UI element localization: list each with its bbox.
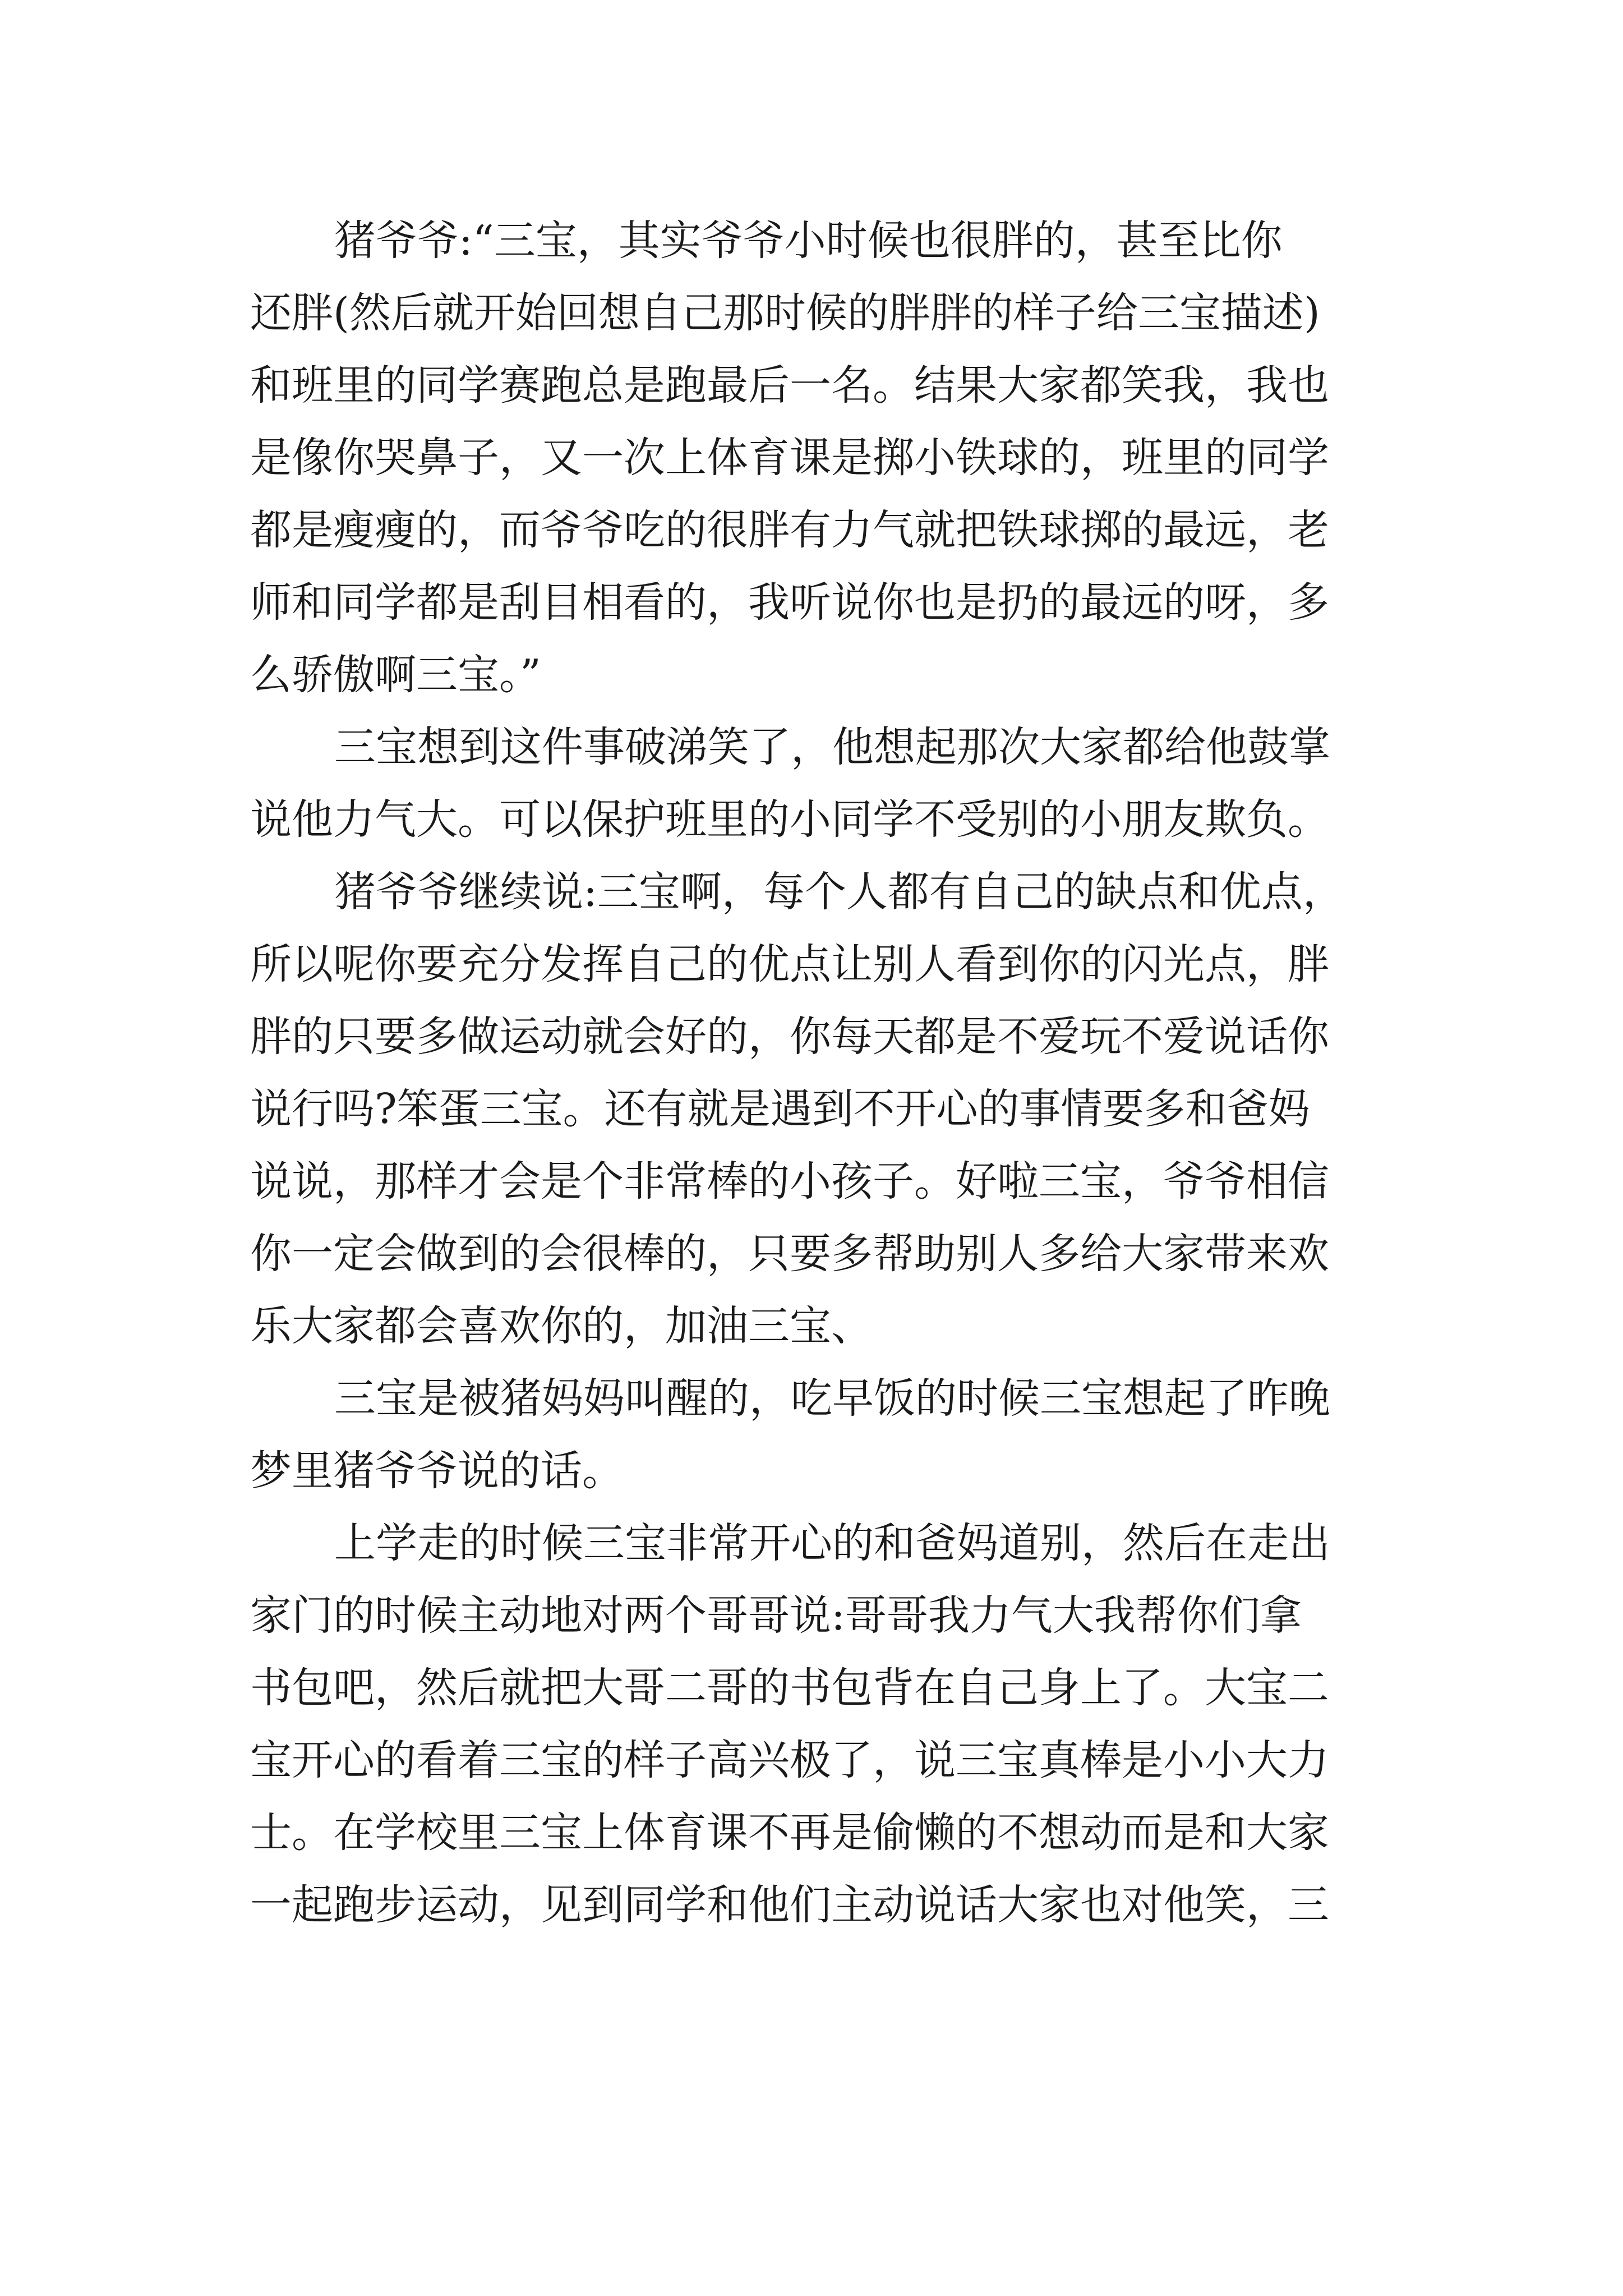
text-line: 都是瘦瘦的，而爷爷吃的很胖有力气就把铁球掷的最远，老 [250, 506, 1329, 554]
text-line: 一起跑步运动，见到同学和他们主动说话大家也对他笑，三 [250, 1881, 1329, 1929]
text-line: 士。在学校里三宝上体育课不再是偷懒的不想动而是和大家 [250, 1809, 1329, 1857]
text-line: 说行吗?笨蛋三宝。还有就是遇到不开心的事情要多和爸妈 [250, 1085, 1310, 1133]
text-line: 家门的时候主动地对两个哥哥说:哥哥我力气大我帮你们拿 [250, 1591, 1302, 1640]
text-line: 所以呢你要充分发挥自己的优点让别人看到你的闪光点，胖 [250, 940, 1329, 988]
text-line: 乐大家都会喜欢你的，加油三宝、 [250, 1302, 873, 1350]
text-line: 猪爷爷:“三宝，其实爷爷小时候也很胖的，甚至比你 [334, 217, 1283, 265]
text-line: 猪爷爷继续说:三宝啊，每个人都有自己的缺点和优点， [334, 868, 1344, 916]
text-line: 三宝想到这件事破涕笑了，他想起那次大家都给他鼓掌 [334, 723, 1330, 771]
text-line: 和班里的同学赛跑总是跑最后一名。结果大家都笑我，我也 [250, 361, 1329, 409]
text-line: 你一定会做到的会很棒的，只要多帮助别人多给大家带来欢 [250, 1230, 1329, 1278]
body-text [250, 205, 1377, 1941]
text-line: 是像你哭鼻子，又一次上体育课是掷小铁球的，班里的同学 [250, 434, 1329, 482]
text-line: 胖的只要多做运动就会好的，你每天都是不爱玩不爱说话你 [250, 1013, 1329, 1061]
text-line: 书包吧，然后就把大哥二哥的书包背在自己身上了。大宝二 [250, 1664, 1329, 1712]
text-line: 说说，那样才会是个非常棒的小孩子。好啦三宝，爷爷相信 [250, 1157, 1329, 1205]
text-line: 说他力气大。可以保护班里的小同学不受别的小朋友欺负。 [250, 795, 1329, 844]
text-line: 师和同学都是刮目相看的，我听说你也是扔的最远的呀，多 [250, 578, 1329, 627]
text-line: 三宝是被猪妈妈叫醒的，吃早饭的时候三宝想起了昨晚 [334, 1374, 1330, 1423]
text-line: 上学走的时候三宝非常开心的和爸妈道别，然后在走出 [334, 1519, 1330, 1567]
text-line: 宝开心的看着三宝的样子高兴极了，说三宝真棒是小小大力 [250, 1736, 1329, 1784]
text-line: 还胖(然后就开始回想自己那时候的胖胖的样子给三宝描述) [250, 289, 1320, 337]
text-line: 么骄傲啊三宝。” [250, 651, 541, 699]
text-line: 梦里猪爷爷说的话。 [250, 1447, 624, 1495]
